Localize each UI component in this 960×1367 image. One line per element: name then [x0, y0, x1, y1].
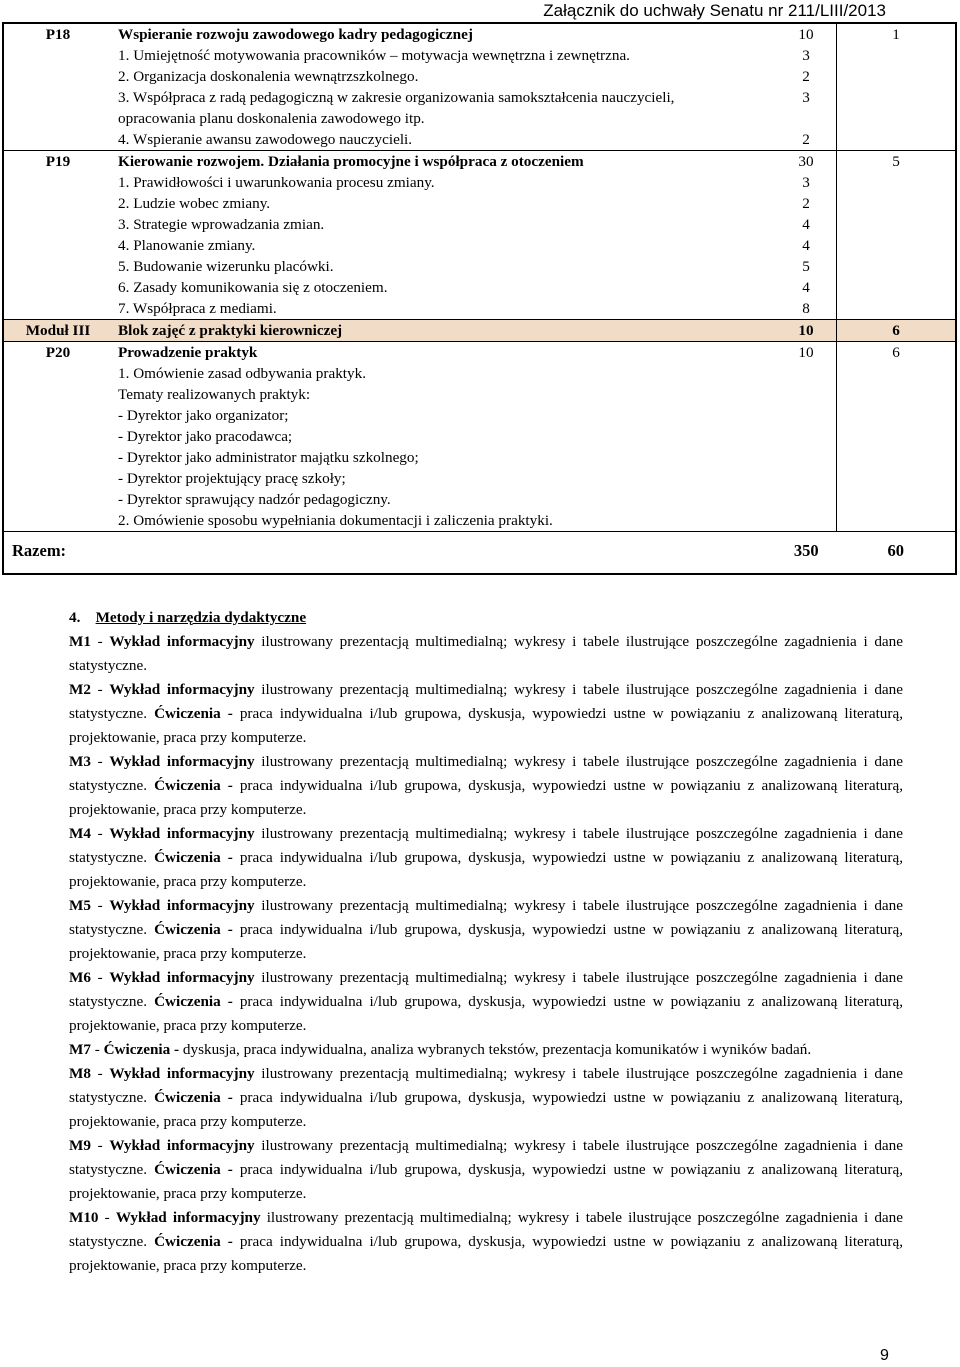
- method-description: ilustrowany prezentacją multimedialną; wykresy i tabele ilustrujące poszczególne zagadnienia i dane statystyczne.: [69, 825, 903, 866]
- exercises-description: praca indywidualna i/lub grupowa, dyskusja, wypowiedzi ustne w powiązaniu z analizowaną literaturą, projektowanie, praca przy komputerze.: [69, 1233, 903, 1274]
- topic-line: 5. Budowanie wizerunku placówki.: [118, 258, 334, 275]
- method-label: Wykład informacyjny: [109, 969, 255, 986]
- section-heading: [69, 606, 903, 630]
- exercises-label: Ćwiczenia -: [154, 849, 233, 866]
- ects-value: 1: [837, 23, 957, 151]
- subject-row: [3, 151, 956, 320]
- method-description: ilustrowany prezentacją multimedialną; wykresy i tabele ilustrujące poszczególne zagadnienia i dane statystyczne.: [69, 969, 903, 1010]
- topic-line: 2. Omówienie sposobu wypełniania dokumentacji i zaliczenia praktyki.: [118, 512, 553, 529]
- method-separator: -: [90, 633, 110, 650]
- subject-code: Moduł III: [3, 320, 112, 342]
- subject-description: Blok zajęć z praktyki kierowniczej: [112, 320, 776, 342]
- method-code: M4: [69, 825, 91, 842]
- method-code: M10: [69, 1209, 99, 1226]
- syllabus-table-body: [3, 23, 956, 574]
- method-code: M3: [69, 753, 91, 770]
- method-item: [69, 630, 903, 678]
- method-label: Wykład informacyjny: [109, 1137, 255, 1154]
- exercises-label: Ćwiczenia -: [154, 705, 233, 722]
- exercises-label: Ćwiczenia -: [154, 1233, 233, 1250]
- exercises-description: praca indywidualna i/lub grupowa, dyskusja, wypowiedzi ustne w powiązaniu z analizowaną literaturą, projektowanie, praca przy komputerze.: [69, 849, 903, 890]
- exercises-description: praca indywidualna i/lub grupowa, dyskusja, wypowiedzi ustne w powiązaniu z analizowaną literaturą, projektowanie, praca przy komputerze.: [69, 1089, 903, 1130]
- subject-description: [112, 151, 776, 320]
- hours-column: [776, 23, 837, 151]
- hours-value: [776, 426, 836, 447]
- topic-line: Tematy realizowanych praktyk:: [118, 386, 311, 403]
- module-row: [3, 320, 956, 342]
- subject-description: [112, 342, 776, 532]
- subject-code: P20: [3, 342, 112, 532]
- method-description: ilustrowany prezentacją multimedialną; wykresy i tabele ilustrujące poszczególne zagadnienia i dane statystyczne.: [69, 1209, 903, 1250]
- method-code: M6: [69, 969, 91, 986]
- total-hours: 350: [776, 532, 837, 575]
- method-separator: -: [90, 1065, 110, 1082]
- topic-line: - Dyrektor jako organizator;: [118, 407, 289, 424]
- method-description: ilustrowany prezentacją multimedialną; wykresy i tabele ilustrujące poszczególne zagadnienia i dane statystyczne.: [69, 1137, 903, 1178]
- topic-line: - Dyrektor jako administrator majątku szkolnego;: [118, 449, 419, 466]
- hours-value: 2: [802, 68, 810, 85]
- hours-value: 2: [802, 195, 810, 212]
- section-number: 4.: [69, 609, 81, 626]
- exercises-label: Ćwiczenia -: [154, 1161, 233, 1178]
- method-code: M8: [69, 1065, 91, 1082]
- method-label: Wykład informacyjny: [109, 1065, 255, 1082]
- exercises-description: praca indywidualna i/lub grupowa, dyskusja, wypowiedzi ustne w powiązaniu z analizowaną literaturą, projektowanie, praca przy komputerze.: [69, 1161, 903, 1202]
- total-label: Razem:: [3, 532, 776, 575]
- topic-line: 1. Umiejętność motywowania pracowników – motywacja wewnętrzna i zewnętrzna.: [118, 47, 630, 64]
- method-separator: -: [90, 753, 110, 770]
- method-description: ilustrowany prezentacją multimedialną; wykresy i tabele ilustrujące poszczególne zagadnienia i dane statystyczne.: [69, 897, 903, 938]
- method-separator: -: [90, 1137, 110, 1154]
- hours-value: 4: [802, 216, 810, 233]
- hours-value: 3: [802, 89, 810, 106]
- hours-value: [776, 405, 836, 426]
- method-description: ilustrowany prezentacją multimedialną; wykresy i tabele ilustrujące poszczególne zagadnienia i dane statystyczne.: [69, 633, 903, 674]
- subject-description: [112, 23, 776, 151]
- ects-value: 6: [837, 342, 957, 532]
- subject-title: Kierowanie rozwojem. Działania promocyjne i współpraca z otoczeniem: [118, 153, 584, 170]
- topic-line: - Dyrektor projektujący pracę szkoły;: [118, 470, 346, 487]
- exercises-description: praca indywidualna i/lub grupowa, dyskusja, wypowiedzi ustne w powiązaniu z analizowaną literaturą, projektowanie, praca przy komputerze.: [69, 777, 903, 818]
- method-item: [69, 894, 903, 966]
- hours-value: 5: [802, 258, 810, 275]
- method-label: Wykład informacyjny: [109, 897, 255, 914]
- hours-value: [776, 468, 836, 489]
- hours-column: [776, 151, 837, 320]
- method-item: [69, 1038, 903, 1062]
- method-separator: -: [90, 825, 110, 842]
- topic-line: - Dyrektor sprawujący nadzór pedagogiczny.: [118, 491, 391, 508]
- method-label: Wykład informacyjny: [109, 753, 255, 770]
- exercises-label: Ćwiczenia -: [154, 921, 233, 938]
- method-code: M9: [69, 1137, 91, 1154]
- subject-title: Prowadzenie praktyk: [118, 344, 258, 361]
- total-row: [3, 532, 956, 575]
- topic-line: 3. Współpraca z radą pedagogiczną w zakresie organizowania samokształcenia nauczycieli,: [118, 89, 675, 106]
- topic-line: 2. Ludzie wobec zmiany.: [118, 195, 271, 212]
- subject-title: Wspieranie rozwoju zawodowego kadry pedagogicznej: [118, 26, 473, 43]
- subject-code: P18: [3, 23, 112, 151]
- hours-value: [776, 108, 836, 129]
- method-label: Ćwiczenia -: [103, 1041, 180, 1058]
- hours-value: [776, 489, 836, 510]
- exercises-description: praca indywidualna i/lub grupowa, dyskusja, wypowiedzi ustne w powiązaniu z analizowaną literaturą, projektowanie, praca przy komputerze.: [69, 705, 903, 746]
- methods-section: [69, 606, 903, 1278]
- method-code: M7: [69, 1041, 91, 1058]
- ects-value: 5: [837, 151, 957, 320]
- method-description: ilustrowany prezentacją multimedialną; wykresy i tabele ilustrujące poszczególne zagadnienia i dane statystyczne.: [69, 681, 903, 722]
- topic-line: 7. Współpraca z mediami.: [118, 300, 277, 317]
- subject-row: [3, 342, 956, 532]
- hours-value: [776, 510, 836, 531]
- ects-value: 6: [837, 320, 957, 342]
- total-ects: 60: [837, 532, 957, 575]
- method-code: M1: [69, 633, 91, 650]
- hours-value: 30: [798, 153, 814, 170]
- hours-value: 10: [798, 26, 814, 43]
- exercises-label: Ćwiczenia -: [154, 993, 233, 1010]
- methods-list: [69, 630, 903, 1278]
- method-separator: -: [90, 1041, 104, 1058]
- method-separator: -: [90, 681, 110, 698]
- method-item: [69, 822, 903, 894]
- subject-code: P19: [3, 151, 112, 320]
- topic-line: 6. Zasady komunikowania się z otoczeniem.: [118, 279, 388, 296]
- page-number: 9: [880, 1347, 889, 1364]
- method-label: Wykład informacyjny: [109, 633, 255, 650]
- hours-value: 3: [802, 47, 810, 64]
- exercises-label: Ćwiczenia -: [154, 777, 233, 794]
- hours-value: 4: [802, 237, 810, 254]
- method-description: dyskusja, praca indywidualna, analiza wybranych tekstów, prezentacja komunikatów i wyników badań.: [179, 1041, 812, 1058]
- hours-value: 3: [802, 174, 810, 191]
- hours-value: 2: [802, 131, 810, 148]
- method-item: [69, 966, 903, 1038]
- method-item: [69, 678, 903, 750]
- header-note: Załącznik do uchwały Senatu nr 211/LIII/2013: [543, 1, 886, 20]
- method-description: ilustrowany prezentacją multimedialną; wykresy i tabele ilustrujące poszczególne zagadnienia i dane statystyczne.: [69, 753, 903, 794]
- topic-line: 4. Planowanie zmiany.: [118, 237, 256, 254]
- hours-value: 4: [802, 279, 810, 296]
- subject-row: [3, 23, 956, 151]
- method-item: [69, 1134, 903, 1206]
- syllabus-table: [2, 22, 957, 575]
- method-separator: -: [90, 897, 110, 914]
- exercises-description: praca indywidualna i/lub grupowa, dyskusja, wypowiedzi ustne w powiązaniu z analizowaną literaturą, projektowanie, praca przy komputerze.: [69, 993, 903, 1034]
- hours-column: [776, 342, 837, 532]
- method-separator: -: [90, 969, 110, 986]
- hours-value: [776, 384, 836, 405]
- method-label: Wykład informacyjny: [115, 1209, 261, 1226]
- method-code: M2: [69, 681, 91, 698]
- topic-line: 2. Organizacja doskonalenia wewnątrzszkolnego.: [118, 68, 419, 85]
- hours-value: 10: [798, 344, 814, 361]
- hours-value: [776, 363, 836, 384]
- topic-line: opracowania planu doskonalenia zawodowego itp.: [118, 110, 425, 127]
- hours-value: 8: [802, 300, 810, 317]
- method-code: M5: [69, 897, 91, 914]
- topic-line: 1. Omówienie zasad odbywania praktyk.: [118, 365, 366, 382]
- topic-line: 1. Prawidłowości i uwarunkowania procesu zmiany.: [118, 174, 435, 191]
- method-item: [69, 1206, 903, 1278]
- hours-value: [776, 447, 836, 468]
- exercises-description: praca indywidualna i/lub grupowa, dyskusja, wypowiedzi ustne w powiązaniu z analizowaną literaturą, projektowanie, praca przy komputerze.: [69, 921, 903, 962]
- topic-line: 4. Wspieranie awansu zawodowego nauczycieli.: [118, 131, 413, 148]
- method-item: [69, 750, 903, 822]
- method-label: Wykład informacyjny: [109, 681, 255, 698]
- hours-value: 10: [776, 320, 837, 342]
- method-description: ilustrowany prezentacją multimedialną; wykresy i tabele ilustrujące poszczególne zagadnienia i dane statystyczne.: [69, 1065, 903, 1106]
- section-title: Metody i narzędzia dydaktyczne: [95, 609, 307, 626]
- method-label: Wykład informacyjny: [109, 825, 255, 842]
- topic-line: - Dyrektor jako pracodawca;: [118, 428, 293, 445]
- method-item: [69, 1062, 903, 1134]
- exercises-label: Ćwiczenia -: [154, 1089, 233, 1106]
- method-separator: -: [98, 1209, 116, 1226]
- topic-line: 3. Strategie wprowadzania zmian.: [118, 216, 325, 233]
